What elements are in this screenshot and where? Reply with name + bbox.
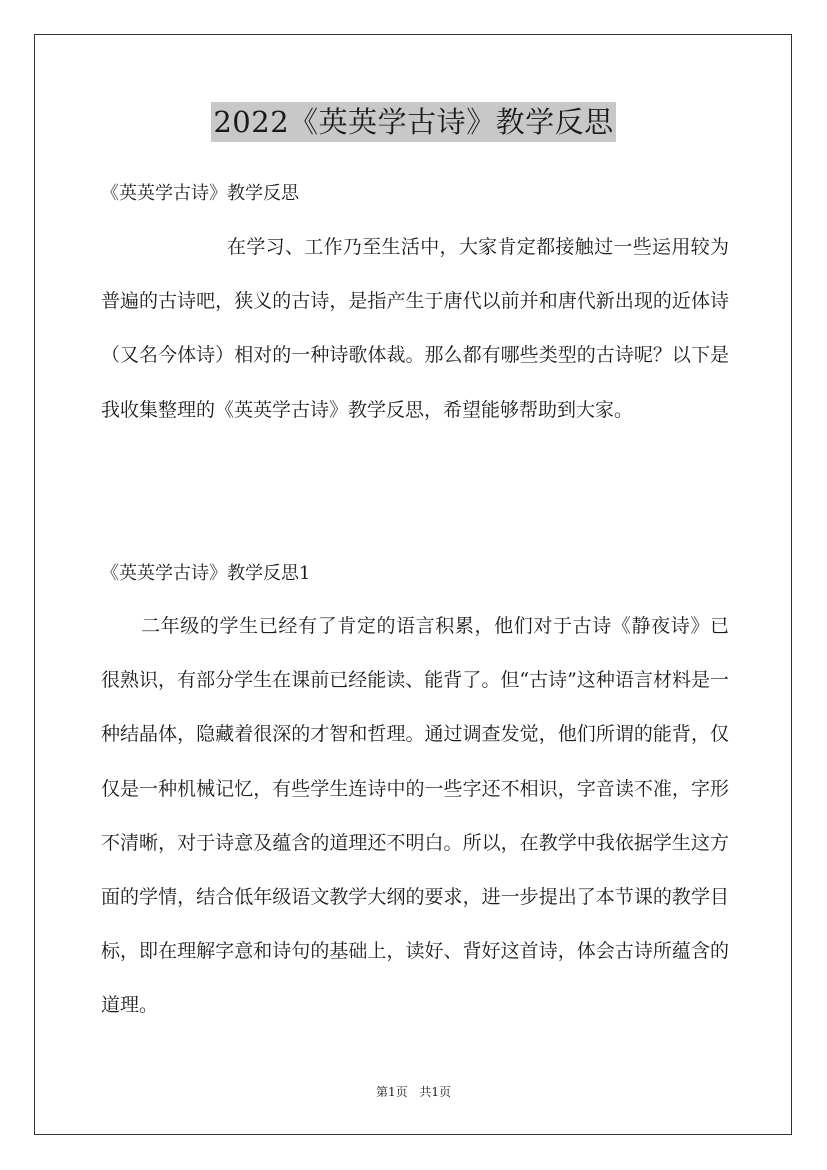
section-paragraph: 二年级的学生已经有了肯定的语言积累，他们对于古诗《静夜诗》已很熟识，有部分学生在课前已经能读、能背了。但“古诗”这种语言材料是一种结晶体，隐藏着很深的才智和哲理。通过调查发觉，他们所谓的能背，仅仅是一种机械记忆，有些学生连诗中的一些字还不相识，字音读不准，字形不清晰，对于诗意及蕴含的道理还不明白。所以，在教学中我依据学生这方面的学情，结合低年级语文教学大纲的要求，进一步提出了本节课的教学目标，即在理解字意和诗句的基础上，读好、背好这首诗，体会古诗所蕴含的道理。 [101,615,729,1017]
intro-paragraph: 在学习、工作乃至生活中，大家肯定都接触过一些运用较为普遍的古诗吧，狭义的古诗，是指产生于唐代以前并和唐代新出现的近体诗（又名今体诗）相对的一种诗歌体裁。那么都有哪些类型的古诗呢？以下是我收集整理的《英英学古诗》教学反思，希望能够帮助到大家。 [101,236,729,421]
document-title [0,102,827,142]
section-heading: 《英英学古诗》教学反思1 [101,563,311,584]
intro-heading: 《英英学古诗》教学反思 [101,183,299,204]
page-footer [0,1084,827,1100]
page-total: 共1页 [419,1085,452,1099]
page-number: 第1页 [375,1085,408,1099]
document-title-text: 2022《英英学古诗》教学反思 [211,102,615,142]
